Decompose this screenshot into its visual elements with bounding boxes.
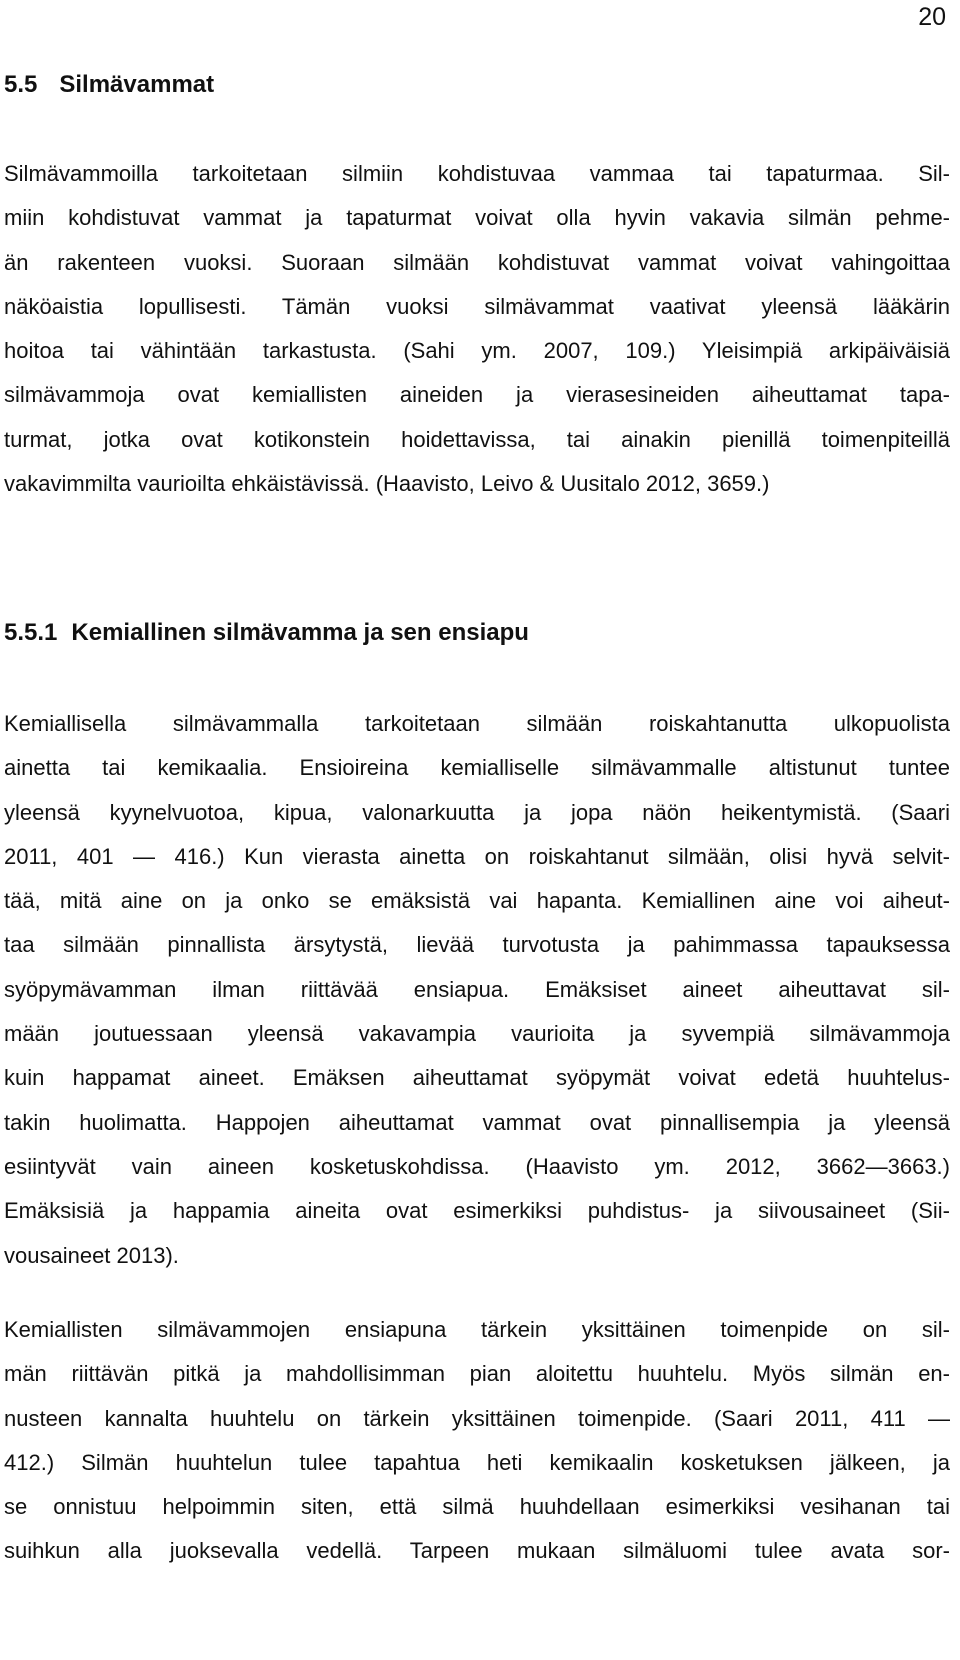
text-line: näköaistia lopullisesti. Tämän vuoksi silmävammat vaativat yleensä lääkärin	[4, 293, 950, 319]
text-line: syöpymävamman ilman riittävää ensiapua. Emäksiset aineet aiheuttavat sil-	[4, 976, 950, 1002]
text-line: silmävammoja ovat kemiallisten aineiden ja vierasesineiden aiheuttamat tapa-	[4, 382, 950, 408]
text-line: Silmävammoilla tarkoitetaan silmiin kohdistuvaa vammaa tai tapaturmaa. Sil-	[4, 161, 950, 186]
text-line: taa silmään pinnallista ärsytystä, lievää turvotusta ja pahimmassa tapauksessa	[4, 932, 950, 958]
text-line: vousaineet 2013).	[4, 1242, 179, 1268]
text-line: turmat, jotka ovat kotikonstein hoidettavissa, tai ainakin pienillä toimenpiteillä	[4, 426, 950, 452]
text-line: vakavimmilta vaurioilta ehkäistävissä. (Haavisto, Leivo & Uusitalo 2012, 3659.)	[4, 471, 770, 497]
text-line: ainetta tai kemikaalia. Ensioireina kemialliselle silmävammalle altistunut tuntee	[4, 755, 950, 781]
text-line: yleensä kyynelvuotoa, kipua, valonarkuutta ja jopa näön heikentymistä. (Saari	[4, 799, 950, 825]
section-number: 5.5	[4, 71, 38, 98]
text-line: 412.) Silmän huuhtelun tulee tapahtua heti kemikaalin kosketuksen jälkeen, ja	[4, 1449, 950, 1475]
text-line: än rakenteen vuoksi. Suoraan silmään kohdistuvat vammat voivat vahingoittaa	[4, 249, 950, 275]
text-line: Kemiallisten silmävammojen ensiapuna tärkein yksittäinen toimenpide on sil-	[4, 1317, 950, 1342]
subsection-paragraph-2	[4, 1308, 950, 1574]
section-heading	[4, 70, 214, 100]
text-line: suihkun alla juoksevalla vedellä. Tarpeen mukaan silmäluomi tulee avata sor-	[4, 1538, 950, 1564]
subsection-paragraph-1	[4, 702, 950, 1278]
text-line: män riittävän pitkä ja mahdollisimman pian aloitettu huuhtelu. Myös silmän en-	[4, 1361, 950, 1387]
section-paragraph	[4, 152, 950, 506]
text-line: miin kohdistuvat vammat ja tapaturmat voivat olla hyvin vakavia silmän pehme-	[4, 205, 950, 231]
text-line: takin huolimatta. Happojen aiheuttamat vammat ovat pinnallisempia ja yleensä	[4, 1109, 950, 1135]
text-line: mään joutuessaan yleensä vakavampia vaurioita ja syvempiä silmävammoja	[4, 1021, 950, 1047]
subsection-number: 5.5.1	[4, 619, 58, 646]
text-line: esiintyvät vain aineen kosketuskohdissa. (Haavisto ym. 2012, 3662—3663.)	[4, 1153, 950, 1179]
text-line: kuin happamat aineet. Emäksen aiheuttamat syöpymät voivat edetä huuhtelus-	[4, 1065, 950, 1091]
text-line: Emäksisiä ja happamia aineita ovat esimerkiksi puhdistus- ja siivousaineet (Sii-	[4, 1198, 950, 1224]
page-number: 20	[918, 3, 946, 31]
subsection-heading	[4, 618, 529, 648]
section-title: Silmävammat	[59, 71, 215, 98]
text-line: 2011, 401 — 416.) Kun vierasta ainetta on roiskahtanut silmään, olisi hyvä selvit-	[4, 843, 950, 869]
text-line: Kemiallisella silmävammalla tarkoitetaan silmään roiskahtanutta ulkopuolista	[4, 711, 950, 736]
text-line: hoitoa tai vähintään tarkastusta. (Sahi ym. 2007, 109.) Yleisimpiä arkipäiväisiä	[4, 338, 950, 364]
text-line: tää, mitä aine on ja onko se emäksistä vai hapanta. Kemiallinen aine voi aiheut-	[4, 888, 950, 914]
text-line: se onnistuu helpoimmin siten, että silmä huuhdellaan esimerkiksi vesihanan tai	[4, 1494, 950, 1520]
text-line: nusteen kannalta huuhtelu on tärkein yksittäinen toimenpide. (Saari 2011, 411 —	[4, 1405, 950, 1431]
subsection-title: Kemiallinen silmävamma ja sen ensiapu	[71, 619, 529, 646]
